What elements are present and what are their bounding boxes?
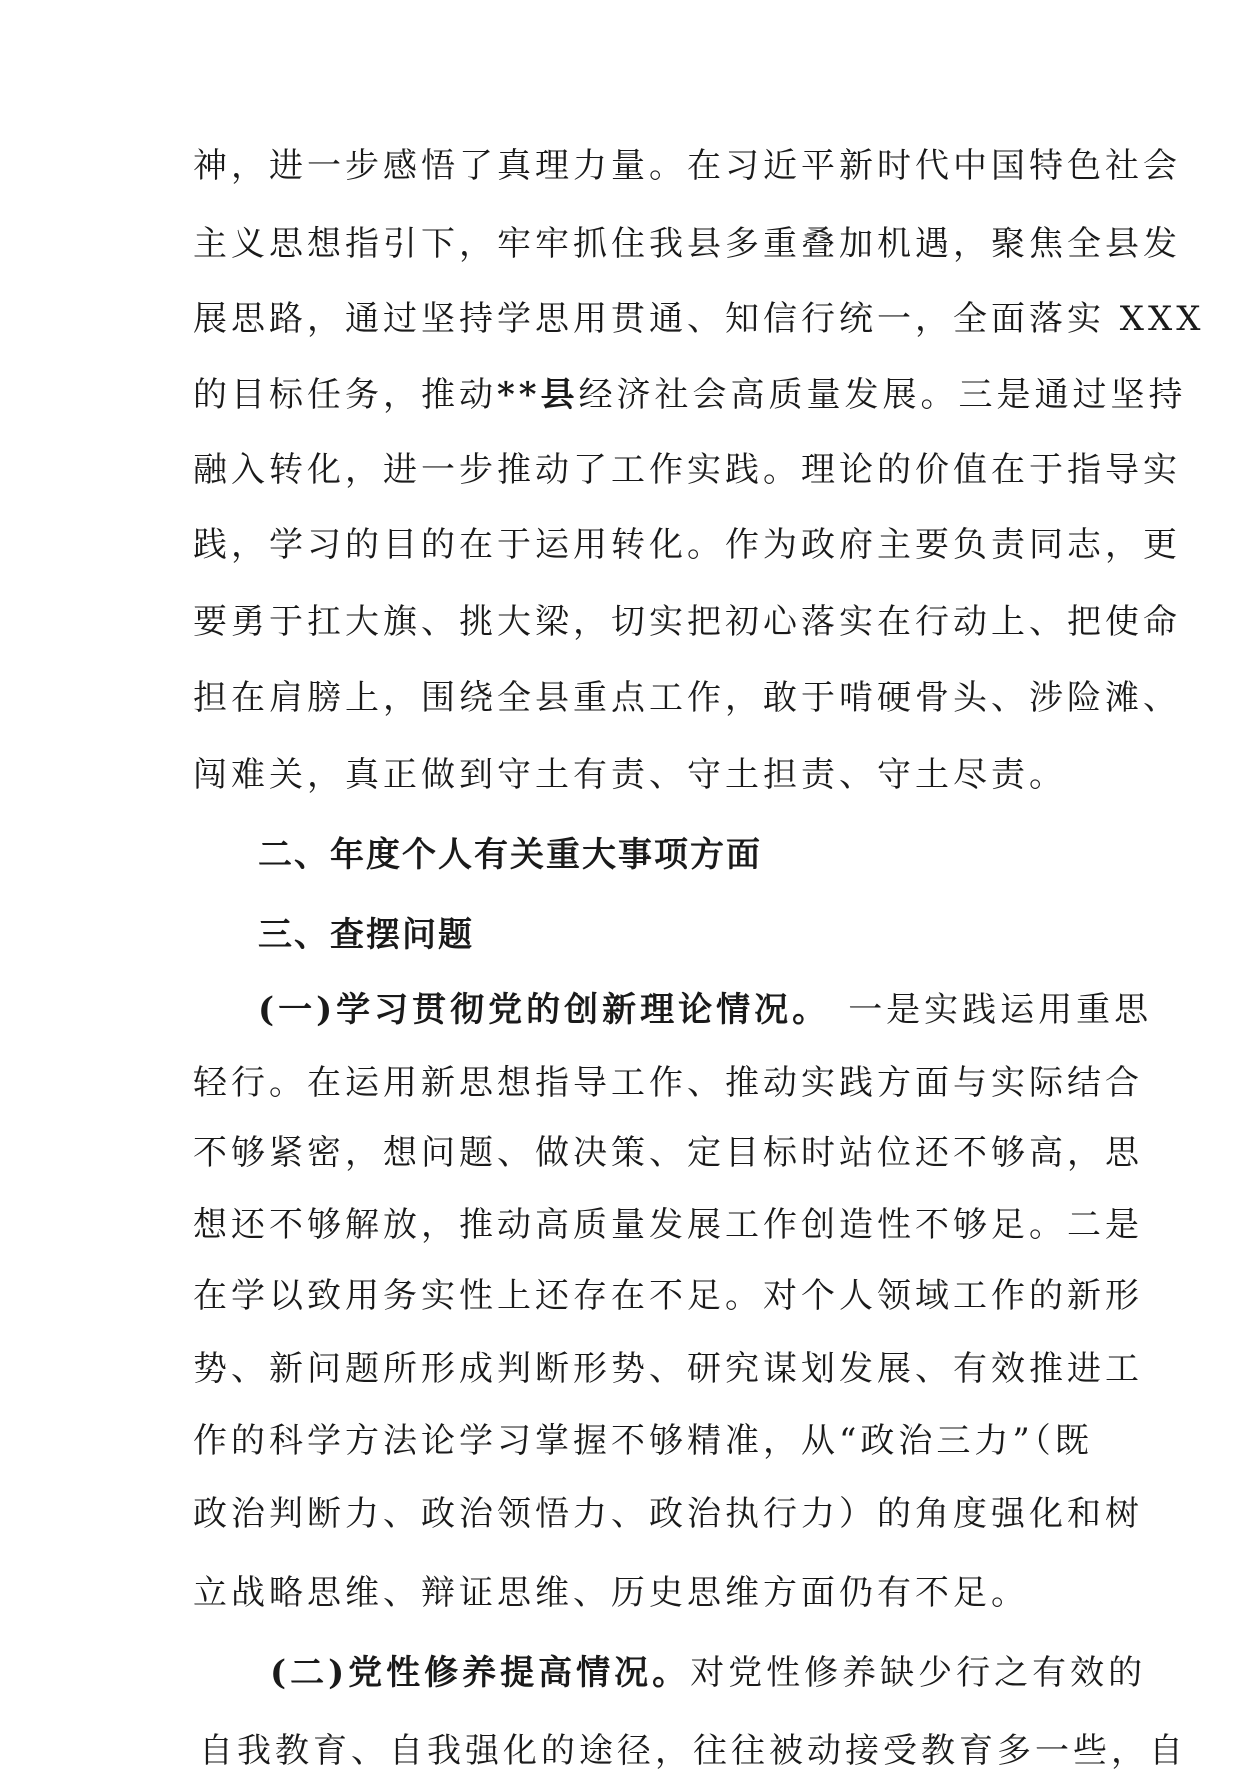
paragraph-line: 自我教育、自我强化的途径，往往被动接受教育多一些，自 [199,1731,1187,1771]
item-title: (一)学习贯彻党的创新理论情况。 [258,990,831,1030]
paragraph-line: 践，学习的目的在于运用转化。作为政府主要负责同志，更 [193,525,1181,565]
paragraph-text: 经济社会高质量发展。三是通过坚持 [578,375,1187,415]
paragraph-text: 的目标任务，推动 [193,375,497,415]
paragraph-line: 融入转化，进一步推动了工作实践。理论的价值在于指导实 [193,450,1181,490]
paragraph-text: 对党性修养缺少行之有效的 [690,1653,1147,1693]
paragraph-line: 闯难关，真正做到守土有责、守土担责、守土尽责。 [193,755,1067,795]
section-heading: 三、查摆问题 [258,915,474,955]
paragraph-line: 神，进一步感悟了真理力量。在习近平新时代中国特色社会 [193,146,1181,186]
paragraph-line: 立战略思维、辩证思维、历史思维方面仍有不足。 [193,1573,1029,1613]
paragraph-line: 主义思想指引下，牢牢抓住我县多重叠加机遇，聚焦全县发 [193,224,1181,264]
paragraph-line: 作的科学方法论学习掌握不够精准，从“政治三力”（既 [193,1421,1093,1461]
paragraph-line: 轻行。在运用新思想指导工作、推动实践方面与实际结合 [193,1063,1143,1103]
paragraph-line: 势、新问题所形成判断形势、研究谋划发展、有效推进工 [193,1349,1143,1389]
paragraph-line: 展思路，通过坚持学思用贯通、知信行统一，全面落实 XXX [193,299,1205,339]
paragraph-line: 想还不够解放，推动高质量发展工作创造性不够足。二是 [193,1205,1143,1245]
paragraph-line: 政治判断力、政治领悟力、政治执行力）的角度强化和树 [193,1494,1143,1534]
paragraph-line: 担在肩膀上，围绕全县重点工作，敢于啃硬骨头、涉险滩、 [193,678,1181,718]
item-first-line [258,987,1153,1033]
paragraph-line: 要勇于扛大旗、挑大梁，切实把初心落实在行动上、把使命 [193,602,1181,642]
paragraph-line-with-bold [193,372,1187,418]
item-title: (二)党性修养提高情况。 [270,1653,691,1693]
item-first-line [270,1650,1147,1696]
paragraph-text: 一是实践运用重思 [848,990,1153,1030]
paragraph-line: 在学以致用务实性上还存在不足。对个人领域工作的新形 [193,1276,1143,1316]
county-placeholder: **县 [497,375,579,415]
section-heading: 二、年度个人有关重大事项方面 [258,835,762,875]
paragraph-line: 不够紧密，想问题、做决策、定目标时站位还不够高，思 [193,1133,1143,1173]
